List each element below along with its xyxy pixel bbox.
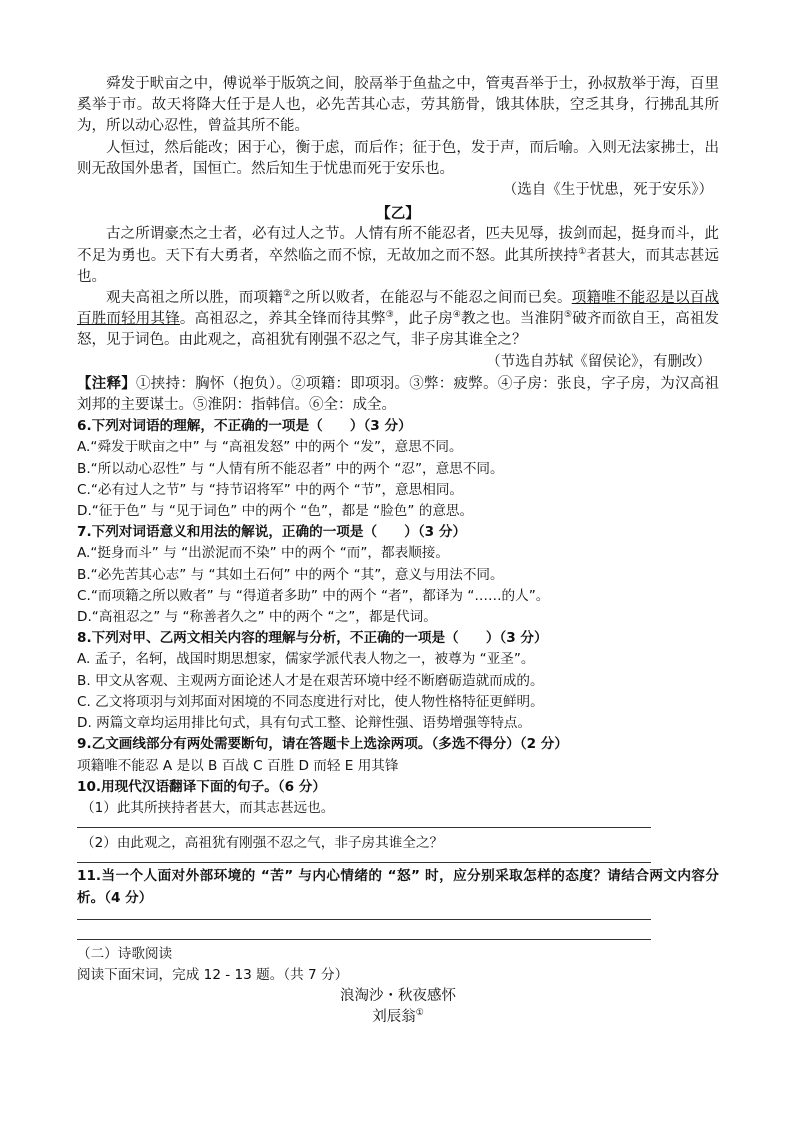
- notes-label: 【注释】: [77, 374, 137, 392]
- yi-p2-text-e: 教之也。当淮阴: [461, 311, 564, 328]
- yi-source: （节选自苏轼《留侯论》，有删改）: [486, 353, 711, 370]
- yi-p1-text-a: 古之所谓豪杰之士者，必有过人之节。人情有所不能忍者，匹夫见辱，拔剑而起，挺身而斗，此不足为勇也。天下有大勇者，卒然临之而不惊，无故加之而不怒。此其所挟持: [77, 226, 719, 264]
- author-note-marker: ①: [415, 1008, 424, 1019]
- note-marker-1: ①: [578, 246, 587, 257]
- note-marker-5: ⑤: [563, 310, 573, 321]
- notes: [77, 373, 719, 416]
- jia-paragraph-1: 舜发于畎亩之中，傅说举于版筑之间，胶鬲举于鱼盐之中，管夷吾举于士，孙叔敖举于海，百里奚举于市。故天将降大任于是人也，必先苦其心志，劳其筋骨，饿其体肤，空乏其身，行拂乱其所为，所以动心忍性，曾益其所不能。: [77, 76, 719, 135]
- question-8-option-d: D. 两篇文章均运用排比句式，具有句式工整、论辩性强、语势增强等特点。: [77, 715, 532, 732]
- question-6-option-a: A.“舜发于畎亩之中” 与 “高祖发怒” 中的两个 “发”，意思不同。: [77, 439, 463, 456]
- yi-p2-text-d: ，此子房: [393, 311, 453, 328]
- question-8-option-c: C. 乙文将项羽与刘邦面对困境的不同态度进行对比，使人物性格特征更鲜明。: [77, 693, 544, 710]
- question-6-option-d: D.“征于色” 与 “见于词色” 中的两个 “色”，都是 “脸色” 的意思。: [77, 503, 474, 520]
- question-10-item-1: （1）此其所挟持者甚大，而其志甚远也。: [81, 799, 335, 816]
- yi-p2-text-f: 破齐而欲自王，高祖发怒，见于词色。由此观之，高祖犹有刚强不忍之气，非子房其谁全之？: [77, 311, 720, 349]
- question-7: 7.下列对词语意义和用法的解说，正确的一项是（ ）（3 分）: [77, 524, 467, 541]
- question-8-option-a: A. 孟子，名轲，战国时期思想家，儒家学派代表人物之一，被尊为 “亚圣”。: [77, 651, 535, 668]
- poem-author: [77, 1007, 719, 1028]
- question-8: 8.下列对甲、乙两文相关内容的理解与分析，不正确的一项是（ ）（3 分）: [77, 630, 548, 647]
- exam-page: [77, 74, 719, 1029]
- jia-paragraph-2: 人恒过，然后能改；困于心，衡于虑，而后作；征于色，发于声，而后喻。入则无法家拂士，出则无敌国外患者，国恒亡。然后知生于忧患而死于安乐也。: [77, 139, 719, 177]
- note-marker-4: ④: [452, 310, 462, 321]
- question-7-option-b: B.“必先苦其心志” 与 “其如土石何” 中的两个 “其”，意义与用法不同。: [77, 566, 504, 583]
- yi-p2-text-b: 之所以败者，在能忍与不能忍之间而已矣。: [291, 290, 572, 307]
- note-marker-3: ③: [385, 310, 394, 321]
- yi-paragraph-1: [77, 224, 719, 288]
- question-9-options: 项籍唯不能忍 A 是以 B 百战 C 百胜 D 而轻 E 用其锋: [77, 757, 399, 774]
- question-10-item-2: （2）由此观之，高祖犹有刚强不忍之气，非子房其谁全之？: [81, 835, 444, 852]
- question-8-option-b: B. 甲文从客观、主观两方面论述人才是在艰苦环境中经不断磨砺造就而成的。: [77, 672, 544, 689]
- question-6: 6.下列对词语的理解，不正确的一项是（ ）（3 分）: [77, 418, 412, 435]
- underlined-sentence: 项籍唯不能忍是以百战百胜而轻用其锋: [77, 290, 720, 328]
- yi-paragraph-2: [77, 288, 719, 352]
- question-7-option-a: A.“挺身而斗” 与 “出淤泥而不染” 中的两个 “而”，都表顺接。: [77, 545, 449, 562]
- question-6-option-b: B.“所以动心忍性” 与 “人情有所不能忍者” 中的两个 “忍”，意思不同。: [77, 460, 504, 477]
- yi-p1-text-b: 者甚大，而其志甚远也。: [77, 247, 720, 285]
- question-7-option-c: C.“而项籍之所以败者” 与 “得道者多助” 中的两个 “者”，都译为 “……的人”。: [77, 587, 550, 604]
- question-7-option-d: D.“高祖忍之” 与 “称善者久之” 中的两个 “之”，都是代词。: [77, 609, 437, 626]
- yi-p2-text-a: 观夫高祖之所以胜，而项籍: [106, 290, 284, 307]
- poetry-instructions: 阅读下面宋词，完成 12 - 13 题。（共 7 分）: [77, 966, 349, 983]
- jia-source: （选自《生于忧患，死于安乐》）: [502, 182, 713, 199]
- poem-author-name: 刘辰翁: [372, 1009, 416, 1026]
- question-9: 9.乙文画线部分有两处需要断句，请在答题卡上选涂两项。（多选不得分）（2 分）: [77, 736, 568, 753]
- question-10: 10.用现代汉语翻译下面的句子。（6 分）: [77, 778, 326, 795]
- question-11: 11.当一个人面对外部环境的 “苦” 与内心情绪的 “怒” 时，应分别采取怎样的态度？请结合两文内容分析。（4 分）: [77, 868, 719, 906]
- question-6-option-c: C.“必有过人之节” 与 “持节诏将军” 中的两个 “节”，意思相同。: [77, 481, 464, 498]
- poetry-section-title: （二）诗歌阅读: [77, 945, 173, 962]
- note-marker-2: ②: [283, 289, 292, 300]
- poem-title: 浪淘沙・秋夜感怀: [340, 988, 456, 1005]
- yi-heading: 【乙】: [376, 205, 420, 223]
- yi-p2-text-c: 。高祖忍之，养其全锋而待其弊: [179, 311, 386, 328]
- notes-text: ①挟持：胸怀（抱负）。②项籍：即项羽。③弊：疲弊。④子房：张良，字子房，为汉高祖刘邦的主要谋士。⑤淮阴：指韩信。⑥全：成全。: [77, 375, 719, 414]
